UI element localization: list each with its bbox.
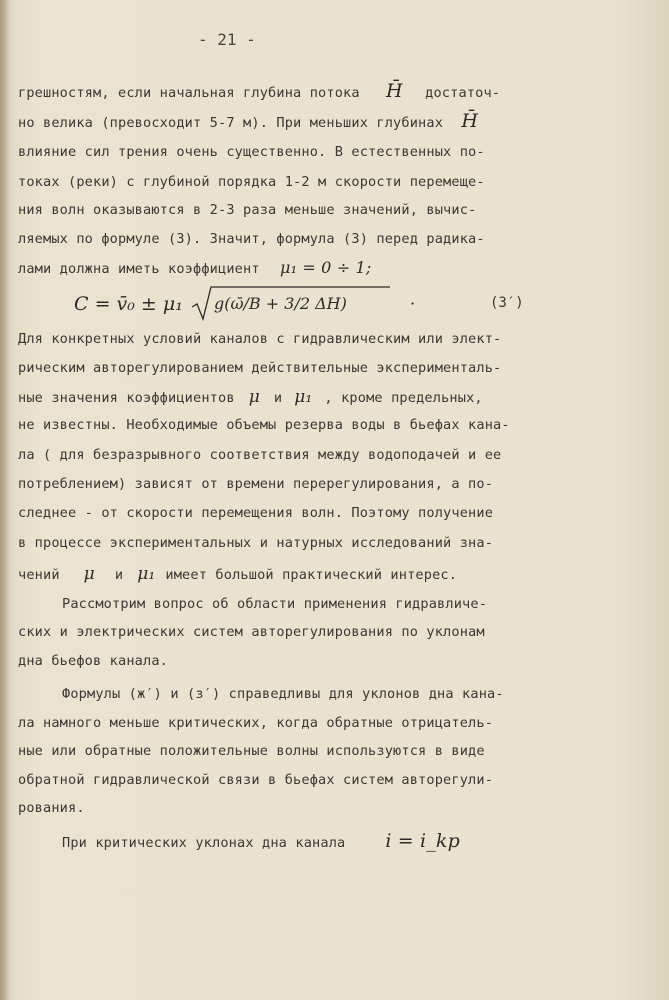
text-line: не известны. Необходимые объемы резерва воды в бьефах кана- bbox=[18, 417, 510, 433]
equation-number: (3′) bbox=[490, 295, 524, 311]
text-line: Для конкретных условий каналов с гидравлическим или элект- bbox=[18, 331, 502, 347]
text-line: лами должна иметь коэффициент μ₁ = 0 ÷ 1; bbox=[18, 258, 372, 277]
text-line: следнее - от скорости перемещения волн. Поэтому получение bbox=[18, 505, 494, 521]
page-number: - 21 - bbox=[198, 30, 256, 49]
slope-expression: i = i_kp bbox=[385, 830, 460, 852]
text-line: в процессе экспериментальных и натурных исследований зна- bbox=[18, 535, 494, 551]
text-line: обратной гидравлической связи в бьефах систем авторегули- bbox=[18, 772, 494, 788]
text-line: рическим авторегулированием действительные эксперименталь- bbox=[18, 360, 502, 376]
text-line: ла ( для безразрывного соответствия между водоподачей и ее bbox=[18, 447, 502, 463]
text-line: ляемых по формуле (3). Значит, формула (3) перед радика- bbox=[18, 231, 485, 247]
text-line: дна бьефов канала. bbox=[18, 653, 169, 669]
page-edge-shadow bbox=[0, 0, 10, 1000]
text-line: потреблением) зависят от времени перерегулирования, а по- bbox=[18, 476, 494, 492]
text-line: Рассмотрим вопрос об области применения гидравличе- bbox=[62, 596, 488, 612]
text-line: токах (реки) с глубиной порядка 1-2 м скорости перемеще- bbox=[18, 174, 485, 190]
text-line: ные или обратные положительные волны используются в виде bbox=[18, 743, 485, 759]
formula-dot: · bbox=[410, 294, 416, 313]
formula-lhs: C = v̄₀ ± μ₁ bbox=[74, 293, 183, 315]
formula-sqrt-body: g(ω̄/B + 3/2 ΔH) bbox=[214, 294, 347, 313]
text-line: ния волн оказываются в 2-3 раза меньше значений, вычис- bbox=[18, 202, 477, 218]
formula-3-prime bbox=[60, 285, 650, 321]
text-line: ные значения коэффициентов μ и μ₁ , кроме предельных, bbox=[18, 387, 483, 407]
formula-drawing bbox=[60, 285, 480, 325]
text-line: Формулы (ж′) и (з′) справедливы для уклонов дна кана- bbox=[62, 686, 504, 702]
text-line: но велика (превосходит 5-7 м). При меньших глубинах H̄ bbox=[18, 110, 479, 132]
text-line: чений μ и μ₁ имеет большой практический интерес. bbox=[18, 564, 458, 584]
text-line: рования. bbox=[18, 800, 85, 816]
text-line: ских и электрических систем авторегулирования по уклонам bbox=[18, 624, 485, 640]
text-line: грешностям, если начальная глубина потока H̄ достаточ- bbox=[18, 80, 501, 102]
text-line: При критических уклонах дна канала i = i_kp bbox=[62, 830, 460, 852]
text-line: влияние сил трения очень существенно. В естественных по- bbox=[18, 144, 485, 160]
text-line: ла намного меньше критических, когда обратные отрицатель- bbox=[18, 715, 494, 731]
coefficient-expression: μ₁ = 0 ÷ 1; bbox=[280, 258, 372, 277]
